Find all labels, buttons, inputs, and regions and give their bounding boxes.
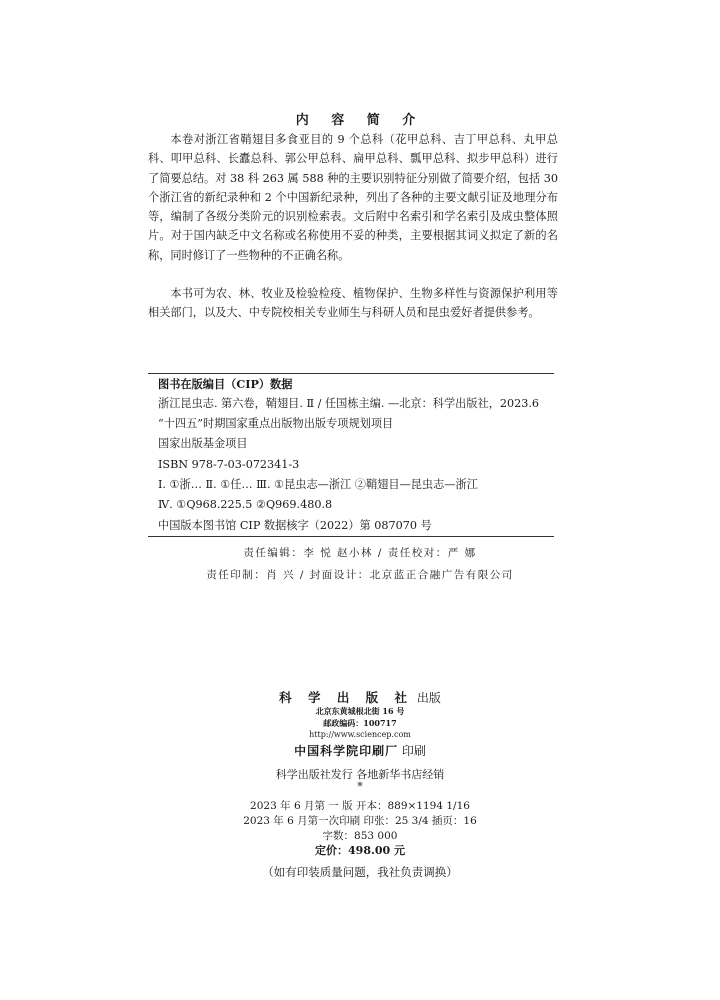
cip-line: 浙江昆虫志. 第六卷，鞘翅目. Ⅱ / 任国栋主编. —北京：科学出版社，2023.6 [158,397,540,410]
separator-asterisk: * [357,780,363,793]
publisher-url: http://www.sciencep.com [309,730,411,739]
publisher-suffix: 出版 [416,691,441,705]
printer-suffix: 印刷 [401,744,426,758]
distribution-line: 科学出版社发行 各地新华书店经销 [275,768,445,781]
printer-name: 中国科学院印刷厂 [294,744,399,758]
divider [148,373,554,374]
publisher-address: 北京东黄城根北街 16 号 [315,706,405,716]
edition-line: 2023 年 6 月第 一 版 开本：889×1194 1/16 [250,800,470,812]
summary-paragraph: 本书可为农、林、牧业及检验检疫、植物保护、生物多样性与资源保护利用等相关部门，以及大、中专院校相关专业师生与科研人员和昆虫爱好者提供参考。 [148,287,558,320]
cip-line: Ⅳ. ①Q968.225.5 ②Q969.480.8 [158,498,333,511]
cip-line: 中国版本图书馆 CIP 数据核字（2022）第 087070 号 [158,519,432,532]
print-credit: 责任印制：肖 兴 / 封面设计：北京蓝正合融广告有限公司 [206,569,514,581]
cip-line: 国家出版基金项目 [158,437,248,450]
publisher-postcode: 邮政编码：100717 [323,718,397,728]
publisher-name: 科 学 出 版 社 [279,690,414,705]
divider [148,536,554,537]
word-count: 字数：853 000 [322,830,398,842]
price: 定价：498.00 元 [315,844,405,857]
cip-line: Ⅰ. ①浙… Ⅱ. ①任… Ⅲ. ①昆虫志—浙江 ②鞘翅目—昆虫志—浙江 [158,478,478,491]
cip-line: ISBN 978-7-03-072341-3 [158,458,300,471]
editor-credit: 责任编辑：李 悦 赵小林 / 责任校对：严 娜 [243,547,477,559]
publisher-line [0,688,720,706]
cip-line: “十四五”时期国家重点出版物出版专项规划项目 [158,417,394,430]
summary-title: 内 容 简 介 [295,113,425,128]
printer-line [0,742,720,759]
summary-paragraph: 本卷对浙江省鞘翅目多食亚目的 9 个总科（花甲总科、吉丁甲总科、丸甲总科、叩甲总科、长蠹总科、郭公甲总科、扁甲总科、瓢甲总科、拟步甲总科）进行了简要总结。对 38 科 263 属 588 种的主要识别特征分别做了简要介绍，包括 30 个浙江省的新纪录种和 2 个中国新纪录种，列出了各种的主要文献引证及地理分布等，编制了各级分类阶元的识别检索表。文后附中名索引和学名索引及成虫整体照片。对于国内缺乏中文名称或名称使用不妥的种类，主要根据其词义拟定了新的名称，同时修订了一些物种的不正确名称。 [148,133,558,262]
cip-heading: 图书在版编目（CIP）数据 [158,377,293,391]
printing-line: 2023 年 6 月第一次印刷 印张：25 3/4 插页：16 [243,815,477,827]
exchange-note: （如有印装质量问题，我社负责调换） [262,865,458,879]
